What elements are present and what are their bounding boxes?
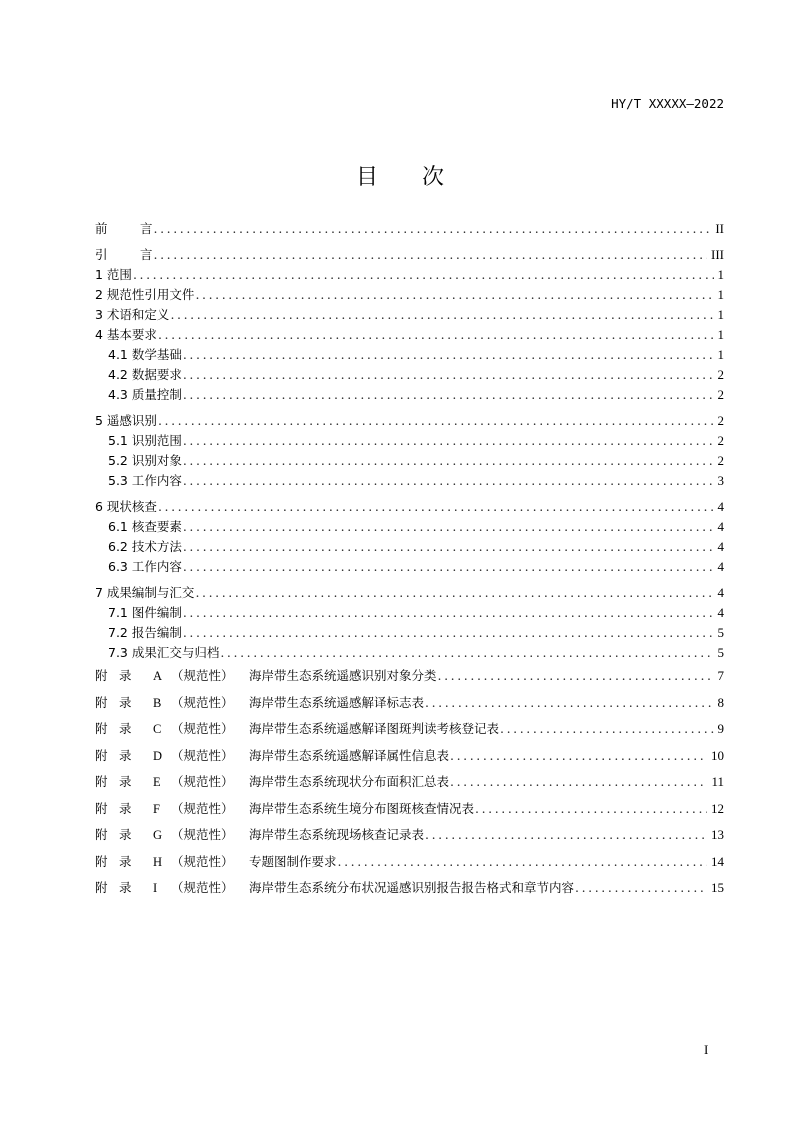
toc-page-number: 1 (717, 347, 724, 362)
toc-entry-label: 附 录 F （规范性） 海岸带生态系统生境分布图斑核查情况表 (95, 800, 475, 816)
toc-subentry[interactable] (95, 385, 724, 405)
toc-subentry[interactable] (95, 431, 724, 451)
toc-page-number: III (711, 247, 724, 262)
table-of-contents (95, 219, 724, 902)
toc-subentry[interactable] (95, 603, 724, 623)
leader-dots (450, 743, 707, 770)
standard-code: HY/T XXXXX—2022 (611, 96, 724, 111)
toc-entry[interactable] (95, 497, 724, 517)
toc-entry-label: 前 言 (95, 221, 153, 236)
toc-page-number: 2 (717, 367, 724, 382)
toc-appendix-e[interactable] (95, 769, 724, 796)
toc-entry-label: 7.1 图件编制 (108, 605, 182, 620)
leader-dots (475, 796, 707, 823)
toc-page-number: 2 (717, 453, 724, 468)
toc-entry-label: 4 基本要求 (95, 327, 157, 342)
leader-dots (158, 411, 714, 431)
toc-page-number: 1 (717, 307, 724, 322)
toc-entry-label: 附 录 E （规范性） 海岸带生态系统现状分布面积汇总表 (95, 774, 450, 789)
toc-entry-label: 7.2 报告编制 (108, 625, 182, 640)
leader-dots (183, 451, 714, 471)
toc-page-number: 4 (717, 605, 724, 620)
leader-dots (183, 623, 714, 643)
toc-appendix-f[interactable] (95, 796, 724, 823)
toc-page-number: 2 (717, 413, 724, 428)
toc-page-number: 1 (717, 267, 724, 282)
leader-dots (575, 875, 707, 902)
toc-page-number: 13 (711, 827, 724, 842)
toc-entry-label: 引 言 (95, 247, 153, 262)
toc-entry-label: 6.3 工作内容 (108, 559, 182, 574)
leader-dots (183, 431, 714, 451)
toc-entry-label: 6 现状核查 (95, 499, 157, 514)
toc-page-number: 4 (717, 585, 724, 600)
toc-entry-label: 6.1 核查要素 (108, 519, 182, 534)
toc-subentry[interactable] (95, 623, 724, 643)
toc-page-number: 1 (717, 287, 724, 302)
toc-subentry[interactable] (95, 557, 724, 577)
toc-entry-label: 1 范围 (95, 267, 132, 282)
toc-entry-label: 5.3 工作内容 (108, 473, 182, 488)
toc-subentry[interactable] (95, 345, 724, 365)
leader-dots (338, 849, 707, 876)
toc-entry-label: 5.1 识别范围 (108, 433, 182, 448)
toc-entry-label: 附 录 H （规范性） 专题图制作要求 (95, 853, 337, 869)
toc-entry[interactable] (95, 583, 724, 603)
toc-page-number: 10 (711, 747, 724, 763)
title-char-2: 次 (422, 165, 445, 190)
toc-page-number: 4 (717, 539, 724, 554)
leader-dots (183, 517, 714, 537)
toc-page-number: 15 (711, 880, 724, 895)
toc-entry-label: 附 录 A （规范性） 海岸带生态系统遥感识别对象分类 (95, 668, 437, 683)
toc-entry-label: 4.2 数据要求 (108, 367, 182, 382)
toc-entry-foreword[interactable] (95, 219, 724, 239)
toc-entry-label: 2 规范性引用文件 (95, 287, 195, 302)
toc-appendix-h[interactable] (95, 849, 724, 876)
toc-entry[interactable] (95, 285, 724, 305)
leader-dots (450, 769, 707, 796)
toc-page-number: 12 (711, 800, 724, 816)
toc-page-number: 8 (717, 694, 724, 710)
toc-entry-label: 7.3 成果汇交与归档 (108, 645, 220, 660)
leader-dots (425, 690, 713, 717)
leader-dots (438, 663, 714, 690)
leader-dots (183, 345, 714, 365)
toc-appendix-b[interactable] (95, 690, 724, 717)
page-title (0, 160, 800, 191)
leader-dots (183, 557, 714, 577)
leader-dots (158, 325, 714, 345)
toc-appendix-g[interactable] (95, 822, 724, 849)
toc-appendix-c[interactable] (95, 716, 724, 743)
toc-entry-label: 附 录 D （规范性） 海岸带生态系统遥感解译属性信息表 (95, 747, 450, 763)
toc-entry-introduction[interactable] (95, 245, 724, 265)
toc-entry-label: 附 录 I （规范性） 海岸带生态系统分布状况遥感识别报告报告格式和章节内容 (95, 880, 575, 895)
leader-dots (133, 265, 714, 285)
toc-page-number: 9 (717, 721, 724, 736)
leader-dots (195, 583, 713, 603)
toc-entry-label: 4.1 数学基础 (108, 347, 182, 362)
leader-dots (183, 365, 714, 385)
toc-subentry[interactable] (95, 537, 724, 557)
leader-dots (183, 537, 714, 557)
toc-subentry[interactable] (95, 471, 724, 491)
toc-entry[interactable] (95, 411, 724, 431)
leader-dots (183, 603, 714, 623)
toc-subentry[interactable] (95, 517, 724, 537)
toc-entry-label: 5 遥感识别 (95, 413, 157, 428)
toc-page-number: 14 (711, 853, 724, 869)
toc-page-number: II (715, 221, 724, 236)
leader-dots (195, 285, 713, 305)
toc-entry-label: 7 成果编制与汇交 (95, 585, 195, 600)
footer-page-number: I (704, 1042, 709, 1057)
leader-dots (500, 716, 713, 743)
leader-dots (183, 385, 714, 405)
leader-dots (220, 643, 713, 663)
toc-entry-label: 附 录 B （规范性） 海岸带生态系统遥感解译标志表 (95, 694, 425, 710)
leader-dots (158, 497, 714, 517)
toc-entry-label: 附 录 G （规范性） 海岸带生态系统现场核查记录表 (95, 827, 425, 842)
toc-entry[interactable] (95, 265, 724, 285)
toc-entry-label: 附 录 C （规范性） 海岸带生态系统遥感解译图斑判读考核登记表 (95, 721, 500, 736)
title-char-1: 目 (355, 165, 378, 190)
toc-page-number: 11 (711, 774, 724, 789)
toc-page-number: 5 (717, 645, 724, 660)
toc-page-number: 7 (717, 668, 724, 683)
toc-page-number: 4 (717, 519, 724, 534)
toc-page-number: 4 (717, 499, 724, 514)
toc-subentry[interactable] (95, 643, 724, 663)
leader-dots (154, 245, 707, 265)
leader-dots (183, 471, 714, 491)
toc-page-number: 2 (717, 433, 724, 448)
leader-dots (154, 219, 712, 239)
toc-entry[interactable] (95, 325, 724, 345)
toc-subentry[interactable] (95, 451, 724, 471)
toc-page-number: 4 (717, 559, 724, 574)
toc-page-number: 1 (717, 327, 724, 342)
toc-page-number: 2 (717, 387, 724, 402)
toc-appendix-d[interactable] (95, 743, 724, 770)
toc-entry-label: 3 术语和定义 (95, 307, 170, 322)
toc-subentry[interactable] (95, 365, 724, 385)
leader-dots (170, 305, 713, 325)
toc-entry-label: 6.2 技术方法 (108, 539, 182, 554)
toc-entry-label: 5.2 识别对象 (108, 453, 182, 468)
toc-page-number: 5 (717, 625, 724, 640)
toc-entry[interactable] (95, 305, 724, 325)
leader-dots (425, 822, 707, 849)
toc-page-number: 3 (717, 473, 724, 488)
toc-entry-label: 4.3 质量控制 (108, 387, 182, 402)
toc-appendix-i[interactable] (95, 875, 724, 902)
toc-appendix-a[interactable] (95, 663, 724, 690)
